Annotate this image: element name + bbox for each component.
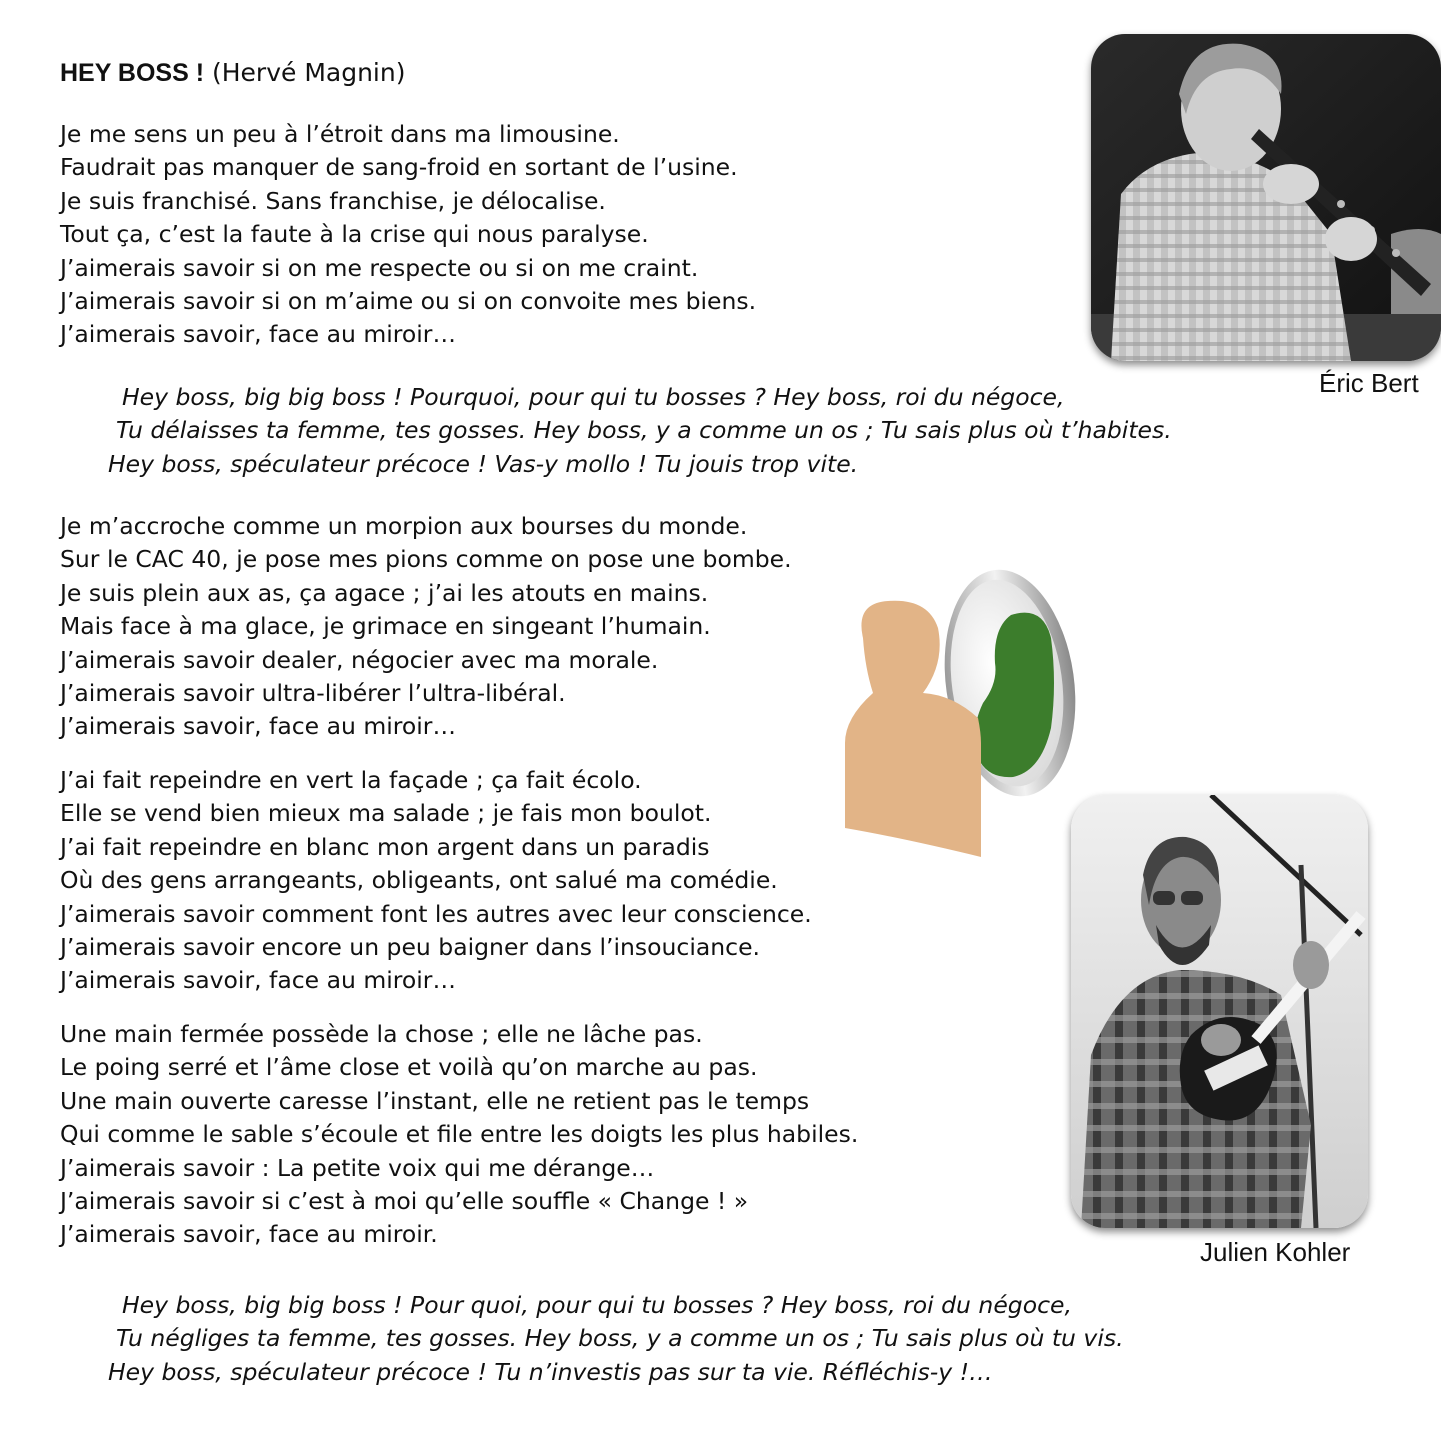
verse-line: J’aimerais savoir encore un peu baigner dans l’insouciance. [60,933,760,962]
chorus-line: Tu négliges ta femme, tes gosses. Hey boss, y a comme un os ; Tu sais plus où tu vis. [116,1324,1124,1353]
verse-line: Je m’accroche comme un morpion aux bourses du monde. [60,512,748,540]
verse-4 [60,1018,858,1252]
verse-line: J’aimerais savoir dealer, négocier avec ma morale. [60,645,659,674]
chorus-line: Tu délaisses ta femme, tes gosses. Hey boss, y a comme un os ; Tu sais plus où t’habites. [116,416,1172,445]
song-title [60,58,405,88]
chorus-line: Hey boss, big big boss ! Pour quoi, pour qui tu bosses ? Hey boss, roi du négoce, [122,1291,1072,1319]
photo-caption-eric-bert: Éric Bert [1319,368,1419,398]
guitarist-photo [1071,795,1368,1228]
verse-line: J’aimerais savoir si on me respecte ou si on me craint. [60,253,699,282]
chorus-1 [108,381,1172,481]
verse-line: Où des gens arrangeants, obligeants, ont salué ma comédie. [60,866,778,895]
verse-line: Tout ça, c’est la faute à la crise qui nous paralyse. [60,220,649,249]
verse-line: J’aimerais savoir comment font les autres avec leur conscience. [60,899,812,928]
verse-line: Une main ouverte caresse l’instant, elle ne retient pas le temps [60,1086,810,1115]
verse-line: Mais face à ma glace, je grimace en singeant l’humain. [60,612,711,641]
song-name: HEY BOSS ! [60,59,205,87]
verse-line: Une main fermée possède la chose ; elle ne lâche pas. [60,1020,703,1048]
verse-line: J’aimerais savoir, face au miroir. [60,1220,438,1249]
verse-line: J’aimerais savoir si c’est à moi qu’elle souffle « Change ! » [60,1187,749,1216]
verse-2 [60,510,792,744]
verse-line: J’aimerais savoir : La petite voix qui me dérange… [60,1153,655,1182]
verse-line: Je suis franchisé. Sans franchise, je délocalise. [60,186,606,215]
verse-line: J’ai fait repeindre en blanc mon argent dans un paradis [60,832,710,861]
verse-line: Sur le CAC 40, je pose mes pions comme on pose une bombe. [60,545,792,574]
verse-line: J’aimerais savoir, face au miroir… [60,320,456,349]
verse-line: Qui comme le sable s’écoule et file entre les doigts les plus habiles. [60,1120,859,1149]
clarinet-player-photo [1091,34,1441,361]
verse-line: Elle se vend bien mieux ma salade ; je fais mon boulot. [60,799,712,828]
song-author: (Hervé Magnin) [211,58,406,87]
verse-line: J’aimerais savoir si on m’aime ou si on convoite mes biens. [60,287,757,316]
verse-line: J’aimerais savoir ultra-libérer l’ultra-libéral. [60,679,566,708]
person-mirror-illustration [843,543,1078,857]
chorus-line: Hey boss, spéculateur précoce ! Vas-y mollo ! Tu jouis trop vite. [108,449,859,478]
verse-line: Je me sens un peu à l’étroit dans ma limousine. [60,120,620,148]
chorus-2 [108,1289,1124,1389]
verse-1 [60,118,756,352]
verse-line: Faudrait pas manquer de sang-froid en sortant de l’usine. [60,153,738,182]
verse-line: J’aimerais savoir, face au miroir… [60,966,456,995]
verse-line: J’aimerais savoir, face au miroir… [60,712,456,741]
verse-3 [60,764,812,998]
verse-line: J’ai fait repeindre en vert la façade ; ça fait écolo. [60,766,642,794]
verse-line: Je suis plein aux as, ça agace ; j’ai les atouts en mains. [60,578,709,607]
photo-caption-julien-kohler: Julien Kohler [1200,1237,1351,1267]
verse-line: Le poing serré et l’âme close et voilà qu’on marche au pas. [60,1053,758,1082]
chorus-line: Hey boss, big big boss ! Pourquoi, pour qui tu bosses ? Hey boss, roi du négoce, [122,383,1065,411]
chorus-line: Hey boss, spéculateur précoce ! Tu n’investis pas sur ta vie. Réfléchis-y !… [108,1357,993,1386]
